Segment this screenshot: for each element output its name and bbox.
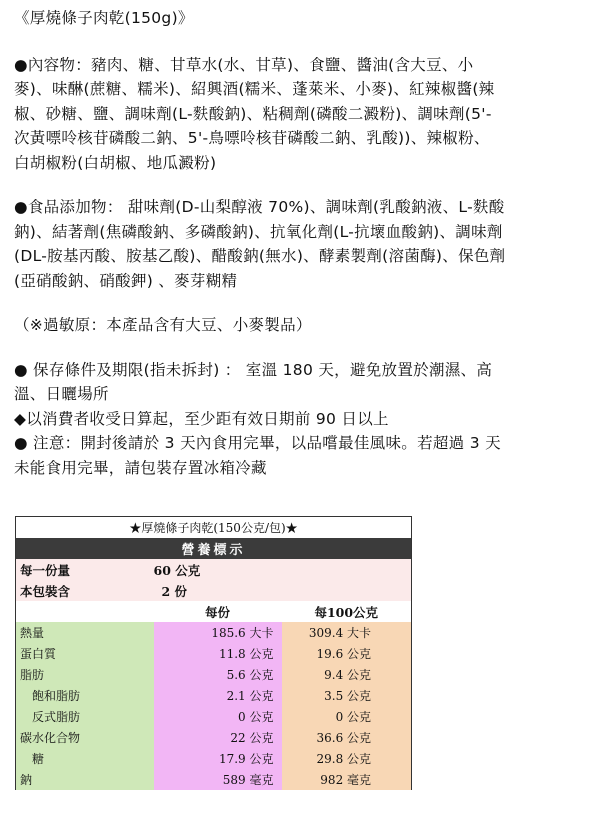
nutrient-label: 反式脂肪 <box>16 706 154 727</box>
nutrient-per-serving: 11.8 公克 <box>154 643 282 664</box>
nutrient-row <box>16 685 412 706</box>
nutrient-per-100g: 982 毫克 <box>282 769 412 790</box>
storage-line: 溫、日曬場所 <box>14 385 109 403</box>
nutrient-row <box>16 727 412 748</box>
storage-section <box>14 358 594 407</box>
nutrient-per-serving: 22 公克 <box>154 727 282 748</box>
ingredients-line: 麥)、味醂(蔗糖、糯米)、紹興酒(糯米、蓬萊米、小麥)、紅辣椒醬(辣 <box>14 80 495 98</box>
ingredients-line: 椒、砂糖、鹽、調味劑(L-麩酸鈉)、粘稠劑(磷酸二澱粉)、調味劑(5'- <box>14 104 492 123</box>
nutrition-facts-table <box>15 516 411 790</box>
nutrient-row <box>16 706 412 727</box>
column-header-per-100g: 每100公克 <box>282 601 412 622</box>
serving-size-label: 每一份量 <box>16 559 154 580</box>
nutrition-table-title: ★厚燒條子肉乾(150公克/包)★ <box>16 517 412 539</box>
nutrient-per-serving: 0 公克 <box>154 706 282 727</box>
nutrient-per-100g: 0 公克 <box>282 706 412 727</box>
nutrient-row <box>16 664 412 685</box>
additives-line: (亞硝酸鈉、硝酸鉀) 、麥芽糊精 <box>14 271 238 290</box>
nutrient-per-serving: 2.1 公克 <box>154 685 282 706</box>
nutrient-row <box>16 622 412 643</box>
storage-line: ● 保存條件及期限(指未拆封) ： 室溫 180 天，避免放置於潮濕、高 <box>14 360 493 379</box>
ingredients-line: 次黃嘌呤核苷磷酸二鈉、5'-鳥嘌呤核苷磷酸二鈉、乳酸))、辣椒粉、 <box>14 129 490 147</box>
notice-section <box>14 431 594 480</box>
nutrient-label: 飽和脂肪 <box>16 685 154 706</box>
product-title: 《厚燒條子肉乾(150g)》 <box>14 9 194 27</box>
nutrient-per-serving: 589 毫克 <box>154 769 282 790</box>
servings-per-package-value: 2 份 <box>154 580 412 601</box>
allergen-notice: （※過敏原：本產品含有大豆、小麥製品） <box>14 316 312 334</box>
expiry-line: ◆以消費者收受日算起，至少距有效日期前 90 日以上 <box>14 409 389 428</box>
column-header-blank <box>16 601 154 622</box>
nutrient-row <box>16 769 412 790</box>
product-description <box>14 6 594 480</box>
additives-section <box>14 195 594 293</box>
nutrient-per-serving: 5.6 公克 <box>154 664 282 685</box>
ingredients-line: ●內容物：豬肉、糖、甘草水(水、甘草)、食鹽、醬油(含大豆、小 <box>14 55 474 74</box>
nutrient-per-100g: 19.6 公克 <box>282 643 412 664</box>
nutrient-per-100g: 9.4 公克 <box>282 664 412 685</box>
nutrient-per-100g: 29.8 公克 <box>282 748 412 769</box>
additives-line: ●食品添加物： 甜味劑(D-山梨醇液 70%)、調味劑(乳酸鈉液、L-麩酸 <box>14 198 505 216</box>
nutrient-per-100g: 3.5 公克 <box>282 685 412 706</box>
nutrient-per-100g: 309.4 大卡 <box>282 622 412 643</box>
ingredients-section <box>14 53 594 176</box>
notice-line: 未能食用完畢，請包裝存置冰箱冷藏 <box>14 458 267 477</box>
additives-line: (DL-胺基丙酸、胺基乙酸)、醋酸鈉(無水)、酵素製劑(溶菌酶)、保色劑 <box>14 247 506 265</box>
nutrient-label: 碳水化合物 <box>16 727 154 748</box>
nutrient-row <box>16 748 412 769</box>
nutrient-label: 糖 <box>16 748 154 769</box>
nutrient-label: 蛋白質 <box>16 643 154 664</box>
nutrition-heading: 營養標示 <box>16 538 412 559</box>
ingredients-line: 白胡椒粉(白胡椒、地瓜澱粉) <box>14 153 217 172</box>
nutrient-label: 鈉 <box>16 769 154 790</box>
nutrient-per-serving: 185.6 大卡 <box>154 622 282 643</box>
nutrient-label: 熱量 <box>16 622 154 643</box>
nutrient-per-serving: 17.9 公克 <box>154 748 282 769</box>
column-header-per-serving: 每份 <box>154 601 282 622</box>
nutrient-label: 脂肪 <box>16 664 154 685</box>
serving-size-value: 60 公克 <box>154 559 412 580</box>
nutrient-row <box>16 643 412 664</box>
nutrient-per-100g: 36.6 公克 <box>282 727 412 748</box>
notice-line: ● 注意：開封後請於 3 天內食用完畢，以品嚐最佳風味。若超過 3 天 <box>14 434 501 452</box>
servings-per-package-label: 本包裝含 <box>16 580 154 601</box>
additives-line: 鈉)、結著劑(焦磷酸鈉、多磷酸鈉)、抗氧化劑(L-抗壞血酸鈉)、調味劑 <box>14 222 503 241</box>
